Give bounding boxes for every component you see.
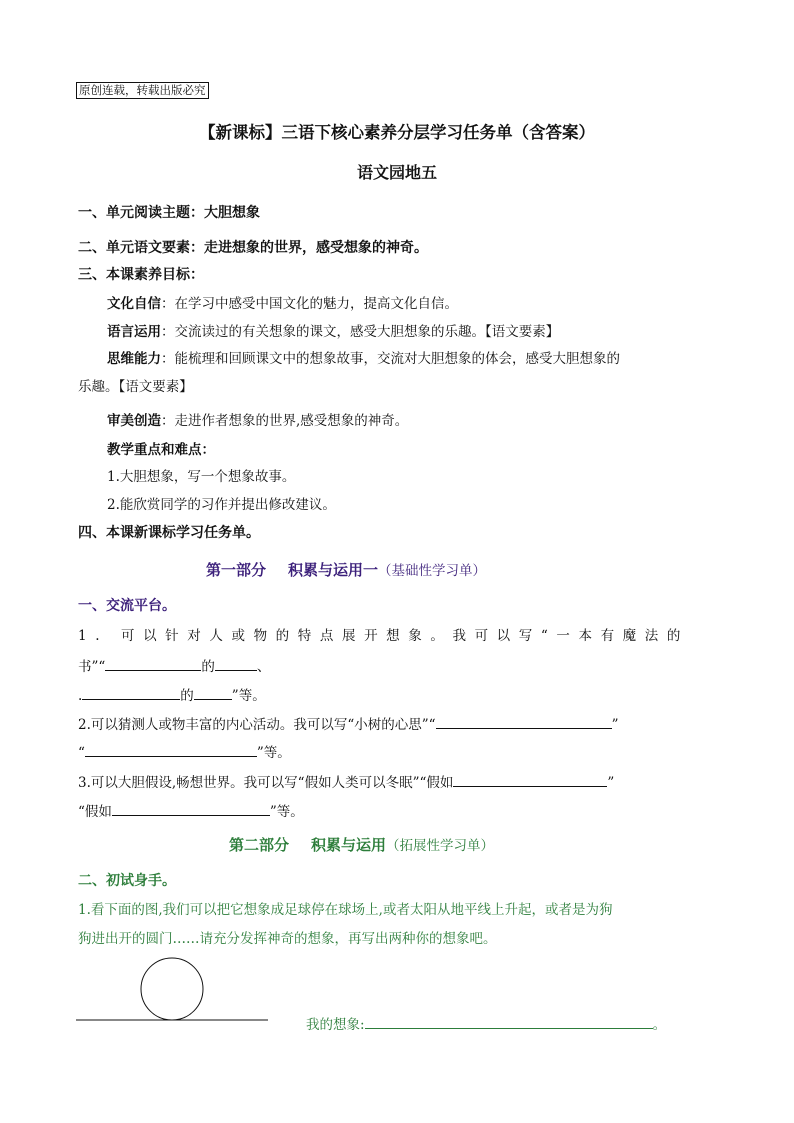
answer-blank[interactable] [365, 1013, 653, 1029]
q2-line1 [78, 713, 619, 735]
q2-quote: ” [611, 717, 619, 733]
section-language-element [78, 238, 428, 258]
part-title-a: 第一部分 [206, 561, 267, 579]
key-point-1: 1.大胆想象，写一个想象故事。 [107, 469, 296, 485]
my-imagination-answer [306, 1013, 666, 1035]
goal-thinking-continued: 乐趣。【语文要素】 [78, 379, 193, 395]
answer-blank[interactable] [215, 655, 257, 671]
section-reading-theme [78, 203, 260, 223]
goal-language [107, 322, 559, 342]
q3-text: 3.可以大胆假设,畅想世界。我可以写“假如人类可以冬眠”“假如 [78, 775, 454, 791]
q3-line1 [78, 771, 614, 793]
q1-sep: 、 [256, 659, 271, 675]
q1-line2 [78, 655, 270, 677]
goal-text: ：走进作者想象的世界,感受想象的神奇。 [161, 413, 409, 429]
q1-de: 的 [180, 688, 194, 704]
section-value: 大胆想象 [204, 205, 260, 221]
part-note: （拓展性学习单） [386, 838, 495, 854]
answer-blank[interactable] [82, 684, 180, 700]
q2-line2 [78, 741, 291, 763]
q3-prefix: “假如 [78, 804, 112, 820]
q1-de: 的 [201, 659, 215, 675]
part2-q1-line1: 1.看下面的图,我们可以把它想象成足球停在球场上,或者太阳从地平线上升起，或者是为狗 [78, 902, 613, 918]
exchange-platform-heading: 一、交流平台。 [78, 598, 176, 614]
goal-label: 审美创造 [107, 413, 161, 429]
answer-label: 我的想象: [306, 1017, 365, 1033]
q1-line1: 1. 可以针对人或物的特点展开想象。我可以写“一本有魔法的 [78, 628, 689, 644]
goal-label: 语言运用 [107, 324, 161, 340]
section-label: 二、单元语文要素： [78, 240, 204, 256]
part2-title [229, 834, 494, 857]
section-task-list: 四、本课新课标学习任务单。 [78, 525, 260, 541]
part2-q1-line2: 狗进出开的圆门……请充分发挥神奇的想象，再写出两种你的想象吧。 [78, 931, 497, 947]
goal-culture [107, 294, 458, 314]
q3-quote: ” [607, 775, 615, 791]
answer-blank[interactable] [194, 684, 232, 700]
section-value: 走进想象的世界，感受想象的神奇。 [204, 240, 428, 256]
goal-label: 文化自信 [107, 296, 161, 312]
q3-line2 [78, 800, 304, 822]
q3-end: ”等。 [269, 804, 304, 820]
answer-blank[interactable] [453, 771, 607, 787]
q2-quote: “ [78, 745, 85, 761]
answer-blank[interactable] [112, 800, 270, 816]
part-title-b: 积累与运用 [311, 836, 387, 854]
answer-blank[interactable] [85, 741, 257, 757]
goal-text: ：在学习中感受中国文化的魅力，提高文化自信。 [161, 296, 458, 312]
copyright-notice: 原创连载，转载出版必究 [76, 82, 209, 99]
part-note: （基础性学习单） [378, 563, 487, 579]
part-title-a: 第二部分 [229, 836, 290, 854]
section-label: 一、单元阅读主题： [78, 205, 204, 221]
circle-on-line-figure [72, 955, 272, 1025]
q1-dot: . [78, 688, 83, 704]
goal-label: 思维能力 [107, 351, 161, 367]
page-subtitle: 语文园地五 [356, 163, 437, 182]
page-title: 【新课标】三语下核心素养分层学习任务单（含答案） [199, 123, 595, 142]
goal-text: ：能梳理和回顾课文中的想象故事，交流对大胆想象的体会，感受大胆想象的 [161, 351, 620, 367]
key-points-heading: 教学重点和难点： [107, 442, 215, 458]
part-title-b: 积累与运用一 [288, 561, 379, 579]
goal-text: ：交流读过的有关想象的课文，感受大胆想象的乐趣。【语文要素】 [161, 324, 560, 340]
q2-end: ”等。 [256, 745, 291, 761]
goal-aesthetic [107, 411, 408, 431]
q2-text: 2.可以猜测人或物丰富的内心活动。我可以写“小树的心思”“ [78, 717, 436, 733]
answer-blank[interactable] [436, 713, 612, 729]
first-try-heading: 二、初试身手。 [78, 873, 176, 889]
q1-line3 [78, 684, 266, 706]
circle-shape [141, 958, 203, 1020]
q1-end: ”等。 [231, 688, 266, 704]
part1-title [206, 559, 486, 582]
q1-prefix: 书”“ [78, 659, 106, 675]
goal-thinking [107, 349, 620, 369]
answer-end: 。 [652, 1017, 667, 1033]
answer-blank[interactable] [105, 655, 201, 671]
key-point-2: 2.能欣赏同学的习作并提出修改建议。 [107, 497, 336, 513]
section-goals-heading: 三、本课素养目标： [78, 267, 204, 283]
